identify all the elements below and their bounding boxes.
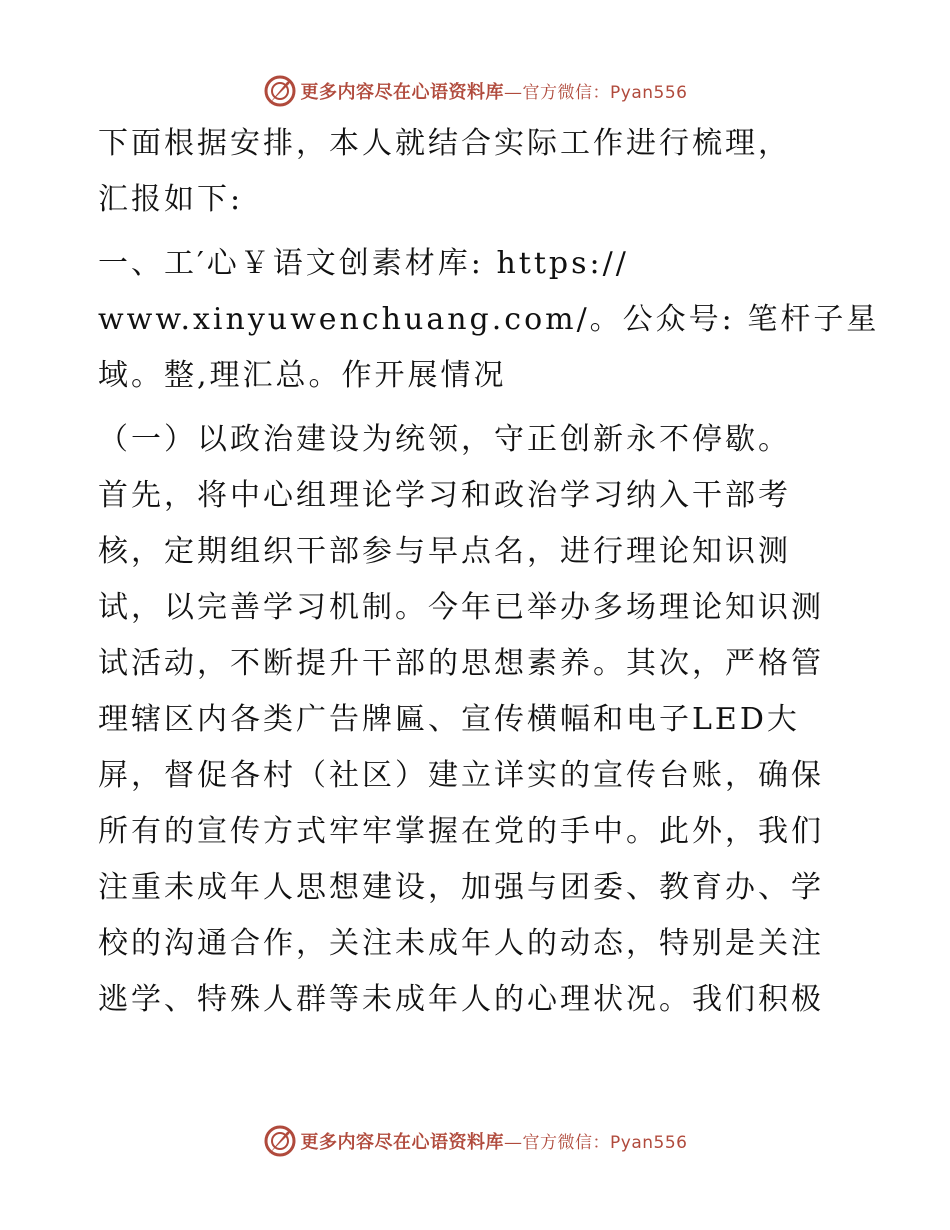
watermark-title: 更多内容尽在心语资料库: [300, 1132, 505, 1153]
paragraph-intro: [98, 116, 858, 228]
text-line: 试，以完善学习机制。今年已举办多场理论知识测: [98, 590, 824, 625]
watermark-title: 更多内容尽在心语资料库: [300, 82, 505, 103]
header-watermark: [0, 71, 950, 111]
text-line: 试活动，不断提升干部的思想素养。其次，严格管: [98, 646, 824, 681]
footer-watermark: [0, 1121, 950, 1161]
text-line: 逃学、特殊人群等未成年人的心理状况。我们积极: [98, 982, 824, 1017]
text-line: 首先，将中心组理论学习和政治学习纳入干部考: [98, 478, 791, 513]
text-line: 校的沟通合作，关注未成年人的动态，特别是关注: [98, 926, 824, 961]
watermark-separator: —: [504, 82, 523, 103]
quill-logo-icon: [263, 74, 297, 108]
text-line: 一、工′心￥语文创素材库: https://: [98, 246, 629, 281]
text-line: 注重未成年人思想建设，加强与团委、教育办、学: [98, 870, 824, 905]
text-line: 下面根据安排，本人就结合实际工作进行梳理，: [98, 126, 791, 161]
watermark-text: [301, 78, 688, 104]
document-body: [98, 116, 880, 1028]
watermark-wechat: 官方微信：Pyan556: [522, 83, 688, 103]
text-line: 核，定期组织干部参与早点名，进行理论知识测: [98, 534, 791, 569]
paragraph-section-heading: [98, 236, 880, 404]
text-line: 域。整,理汇总。作开展情况: [98, 358, 507, 393]
watermark-wechat: 官方微信：Pyan556: [522, 1133, 688, 1153]
paragraph-political-building: [98, 412, 858, 1028]
text-line: 屏，督促各村（社区）建立详实的宣传台账，确保: [98, 758, 824, 793]
quill-logo-icon: [263, 1124, 297, 1158]
text-line: 理辖区内各类广告牌匾、宣传横幅和电子LED大: [98, 702, 800, 737]
watermark-separator: —: [504, 1132, 523, 1153]
watermark-text: [301, 1128, 688, 1154]
text-line: www.xinyuwenchuang.com/。公众号: 笔杆子星: [98, 302, 880, 337]
text-line: （一）以政治建设为统领，守正创新永不停歇。: [98, 422, 791, 457]
text-line: 所有的宣传方式牢牢掌握在党的手中。此外，我们: [98, 814, 824, 849]
text-line: 汇报如下:: [98, 182, 244, 217]
